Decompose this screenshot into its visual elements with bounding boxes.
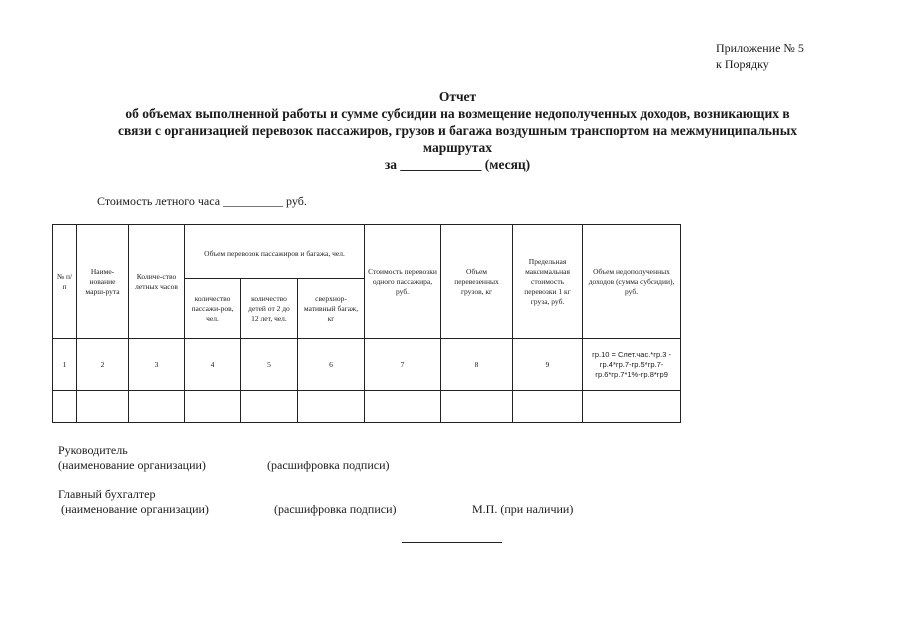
- col-num-cell: 9: [513, 339, 583, 391]
- header-flight-hours: Количе-ство летных часов: [129, 225, 185, 339]
- report-table: [52, 224, 681, 423]
- empty-cell: [583, 391, 681, 423]
- empty-cell: [53, 391, 77, 423]
- col-num-cell: 4: [185, 339, 241, 391]
- col-num-cell: 8: [441, 339, 513, 391]
- col-num-cell: 6: [298, 339, 365, 391]
- subsidy-formula: гр.10 = Слет.час.*гр.3 - гр.4*гр.7-гр.5*гр.7-гр.6*гр.7*1%-гр.8*гр9: [583, 339, 681, 391]
- accountant-label: Главный бухгалтер: [58, 487, 156, 501]
- col-num-cell: 3: [129, 339, 185, 391]
- empty-cell: [365, 391, 441, 423]
- head-organization: (наименование организации): [58, 458, 206, 472]
- annex-number: Приложение № 5: [716, 41, 804, 55]
- header-route: Наиме-нование марш-рута: [77, 225, 129, 339]
- header-number: № п/п: [53, 225, 77, 339]
- bottom-divider: [402, 542, 502, 543]
- column-number-row: [53, 339, 681, 391]
- flight-hour-cost: Стоимость летного часа __________ руб.: [97, 194, 307, 208]
- head-label: Руководитель: [58, 443, 128, 457]
- report-title: [60, 88, 855, 173]
- title-period: за ____________ (месяц): [384, 157, 531, 172]
- empty-cell: [241, 391, 298, 423]
- header-passengers: количество пассажи-ров, чел.: [185, 279, 241, 339]
- annex-procedure: к Порядку: [716, 57, 769, 71]
- accountant-organization: (наименование организации): [61, 502, 209, 516]
- header-excess-baggage: сверхнор-мативный багаж, кг: [298, 279, 365, 339]
- head-signature-decode: (расшифровка подписи): [267, 458, 390, 472]
- empty-cell: [441, 391, 513, 423]
- header-lost-income: Объем недополученных доходов (сумма субсидии), руб.: [583, 225, 681, 339]
- header-children: количество детей от 2 до 12 лет, чел.: [241, 279, 298, 339]
- empty-cell: [77, 391, 129, 423]
- accountant-signature-decode: (расшифровка подписи): [274, 502, 397, 516]
- header-transport-volume: Объем перевозок пассажиров и багажа, чел.: [185, 225, 365, 279]
- title-line-3: связи с организацией перевозок пассажиров, грузов и багажа воздушным транспортом на межмуниципальных: [118, 123, 797, 138]
- annex-reference: [716, 40, 804, 72]
- col-num-cell: 2: [77, 339, 129, 391]
- col-num-cell: 1: [53, 339, 77, 391]
- header-cargo-volume: Объем перевезенных грузов, кг: [441, 225, 513, 339]
- col-num-cell: 5: [241, 339, 298, 391]
- col-num-cell: 7: [365, 339, 441, 391]
- title-line-2: об объемах выполненной работы и сумме субсидии на возмещение недополученных доходов, возникающих в: [125, 106, 790, 121]
- header-passenger-cost: Стоимость перевозки одного пассажира, руб.: [365, 225, 441, 339]
- header-max-cargo-cost: Предельная максимальная стоимость перевозки 1 кг груза, руб.: [513, 225, 583, 339]
- empty-cell: [513, 391, 583, 423]
- empty-cell: [298, 391, 365, 423]
- stamp-place: М.П. (при наличии): [472, 502, 574, 516]
- empty-cell: [185, 391, 241, 423]
- empty-cell: [129, 391, 185, 423]
- title-heading: Отчет: [438, 89, 477, 104]
- title-line-4: маршрутах: [422, 140, 493, 155]
- table-row: [53, 391, 681, 423]
